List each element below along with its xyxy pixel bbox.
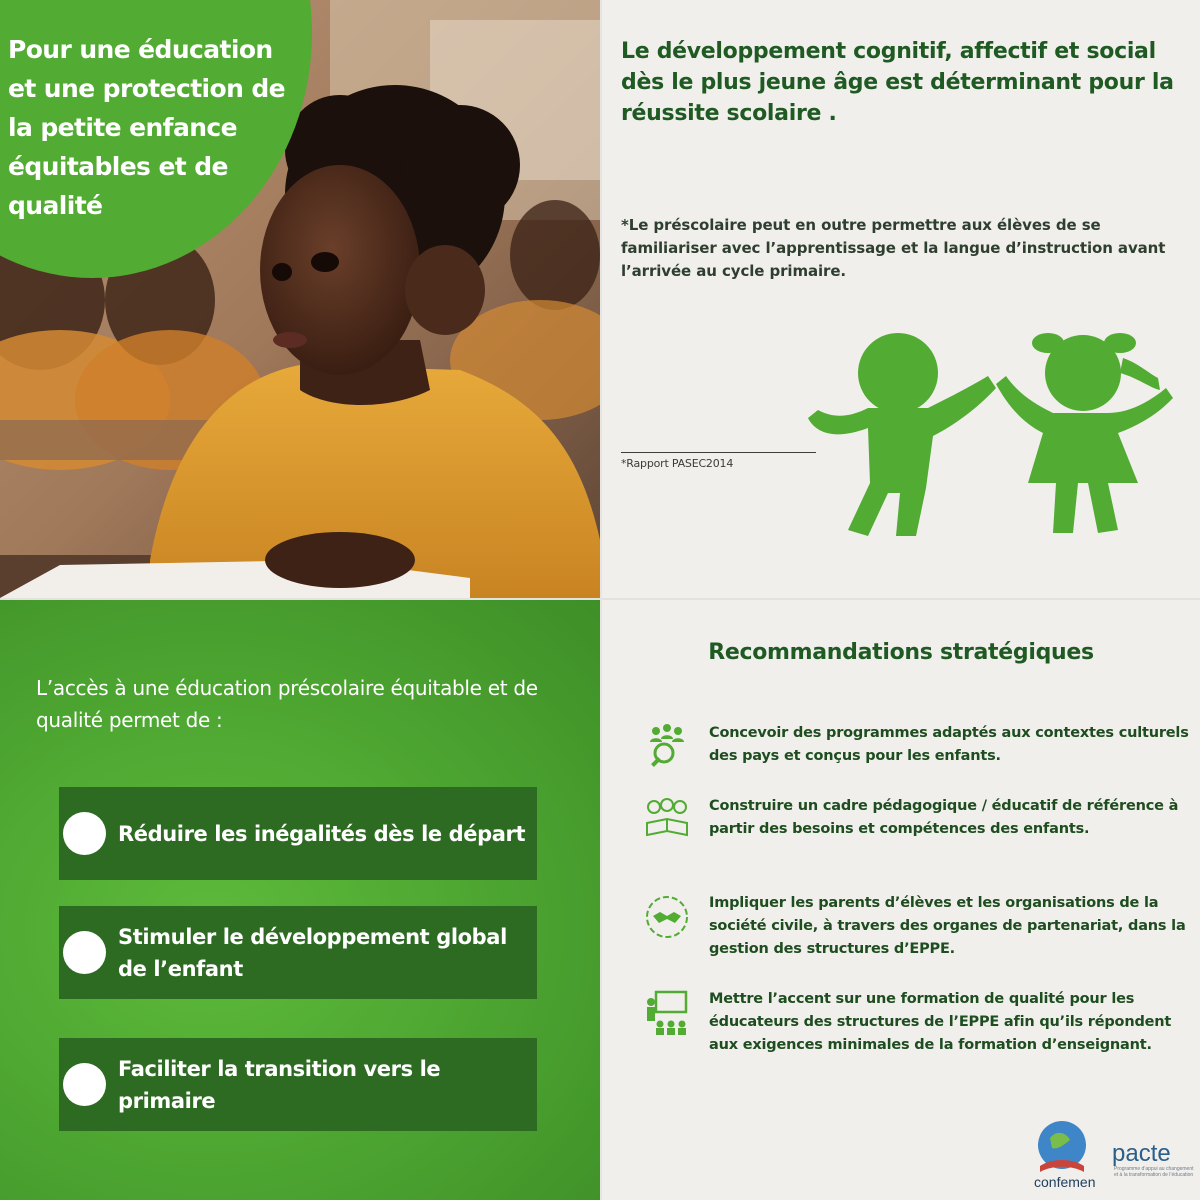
teacher-book-icon (642, 795, 692, 845)
recommendations-title: Recommandations stratégiques (708, 640, 1094, 665)
benefit-item-1 (59, 787, 537, 880)
intro-panel (602, 0, 1200, 598)
note-text: *Le préscolaire peut en outre permettre aux élèves de se familiariser avec l’apprentissage et la langue d’instruction avant l’arrivée au cycle primaire. (621, 216, 1166, 280)
recommendation-text: Construire un cadre pédagogique / éducatif de référence à partir des besoins et compétences des enfants. (709, 798, 1179, 837)
handshake-icon (642, 892, 692, 942)
benefit-text: Réduire les inégalités dès le départ (118, 821, 526, 846)
classroom-board-icon (642, 988, 692, 1038)
bullet-circle-icon (63, 931, 106, 974)
confemen-logo-text: confemen (1034, 1174, 1096, 1190)
benefit-item-2 (59, 906, 537, 999)
benefit-text: Faciliter la transition vers le primaire (118, 1056, 441, 1113)
recommendation-text: Concevoir des programmes adaptés aux contextes culturels des pays et conçus pour les enfants. (709, 725, 1189, 764)
group-search-icon (642, 722, 692, 772)
headline: Le développement cognitif, affectif et social dès le plus jeune âge est déterminant pour la réussite scolaire . (621, 39, 1174, 126)
photo-panel (0, 0, 600, 598)
bullet-circle-icon (63, 1063, 106, 1106)
recommendation-text: Mettre l’accent sur une formation de qualité pour les éducateurs des structures de l’EPPE afin qu’ils répondent aux exigences minimales de la formation d’enseignant. (709, 991, 1172, 1053)
benefits-panel (0, 600, 600, 1200)
reference-divider (621, 452, 816, 453)
pacte-logo-text: pacte (1112, 1140, 1171, 1167)
benefit-text: Stimuler le développement global de l’enfant (118, 924, 507, 981)
lead-text: L’accès à une éducation préscolaire équitable et de qualité permet de : (36, 676, 538, 732)
pacte-logo-subtitle: Programme d’appui au changement et à la transformation de l’éducation (1114, 1166, 1194, 1178)
benefit-item-3 (59, 1038, 537, 1131)
bullet-circle-icon (63, 812, 106, 855)
reference-text: *Rapport PASEC2014 (621, 457, 734, 470)
children-icon (808, 318, 1188, 538)
recommendations-panel (602, 600, 1200, 1200)
page-title: Pour une éducation et une protection de la petite enfance équitables et de qualité (8, 35, 286, 220)
recommendation-text: Impliquer les parents d’élèves et les organisations de la société civile, à travers des organes de partenariat, dans la gestion des structures d’EPPE. (709, 895, 1186, 957)
vertical-divider (600, 0, 602, 1200)
